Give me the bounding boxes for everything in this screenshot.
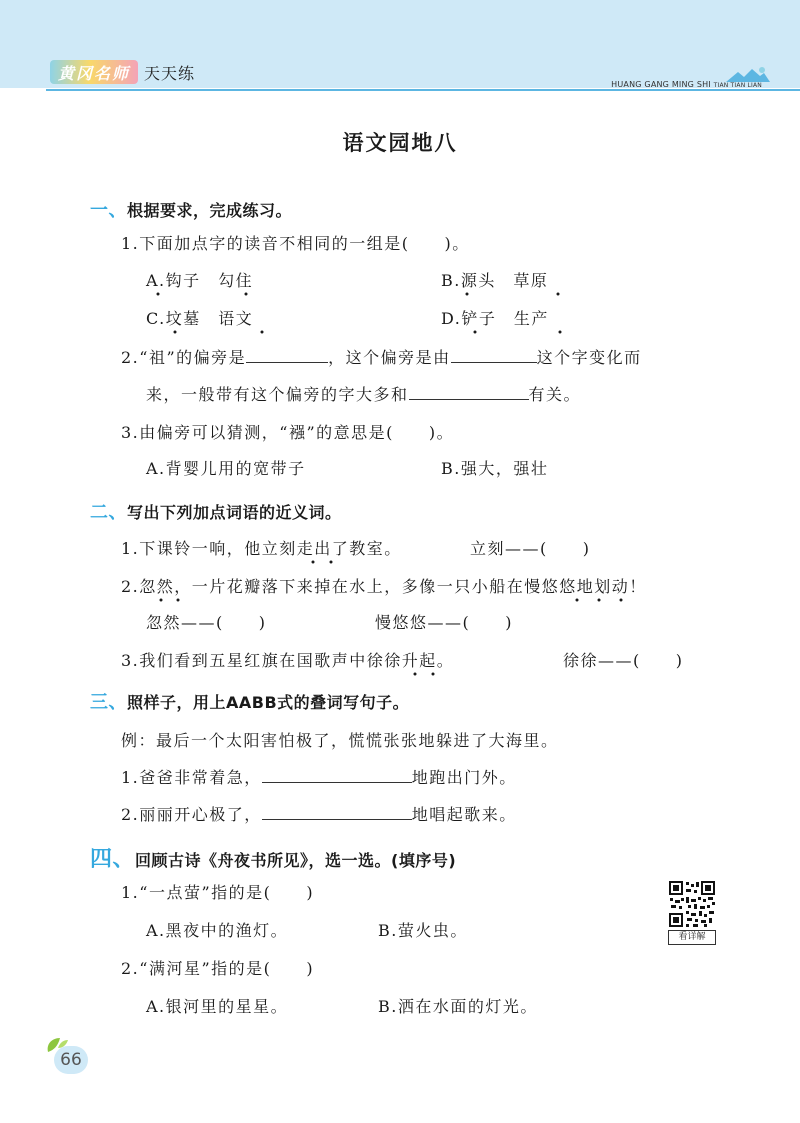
s1-q2-text-3: 这个字变化而 bbox=[536, 348, 642, 367]
tagline-main: HUANG GANG MING SHI bbox=[611, 80, 711, 89]
s3-q2-after: 地唱起歌来。 bbox=[411, 805, 517, 824]
s3-q1-after: 地跑出门外。 bbox=[411, 768, 517, 787]
page-number: 66 bbox=[54, 1046, 88, 1074]
s1-q1-option-d: D.铲子 生产 bbox=[441, 309, 549, 328]
emphasis-dot bbox=[174, 331, 177, 334]
s2-q1-answer[interactable]: 立刻——( ) bbox=[470, 539, 591, 558]
s1-q2-text-2: ，这个偏旁是由 bbox=[328, 348, 451, 367]
section-title: 写出下列加点词语的近义词。 bbox=[127, 503, 342, 522]
s4-q2-stem: 2.“满河星”指的是( ) bbox=[121, 959, 315, 978]
section-number: 一、 bbox=[90, 200, 127, 221]
s4-q1-option-a: A.黑夜中的渔灯。 bbox=[146, 921, 289, 940]
s3-q2 bbox=[121, 802, 517, 825]
answer-blank[interactable] bbox=[262, 803, 412, 820]
qr-code-icon[interactable] bbox=[668, 880, 716, 928]
emphasis-dot bbox=[414, 673, 417, 676]
emphasis-dot bbox=[598, 599, 601, 602]
s4-q2-option-a: A.银河里的星星。 bbox=[146, 997, 289, 1016]
section-title: 回顾古诗《舟夜书所见》，选一选。(填序号) bbox=[135, 851, 457, 870]
s3-example: 例：最后一个太阳害怕极了，慌慌张张地躲进了大海里。 bbox=[121, 731, 559, 750]
s2-q1-text: 1.下课铃一响，他立刻走出了教室。 bbox=[121, 539, 402, 558]
s3-q1 bbox=[121, 765, 517, 788]
brand-logo: 黄冈名师 bbox=[50, 60, 138, 84]
series-name: 天天练 bbox=[144, 63, 196, 83]
s1-q1-option-a: A.钩子 勾住 bbox=[146, 271, 254, 290]
emphasis-dot bbox=[312, 561, 315, 564]
s2-q3-answer[interactable]: 徐徐——( ) bbox=[563, 651, 684, 670]
emphasis-dot bbox=[245, 293, 248, 296]
emphasis-dot bbox=[559, 331, 562, 334]
s4-q2-option-b: B.洒在水面的灯光。 bbox=[378, 997, 538, 1016]
emphasis-dot bbox=[177, 599, 180, 602]
s1-q3-option-b: B.强大，强壮 bbox=[441, 459, 549, 478]
s1-q1-option-c: C.坟墓 语文 bbox=[146, 309, 254, 328]
section-number: 四、 bbox=[90, 847, 136, 872]
s1-q2-text-5: 有关。 bbox=[528, 385, 582, 404]
s3-q1-before: 1.爸爸非常着急， bbox=[121, 768, 262, 787]
qr-caption: 看详解 bbox=[668, 930, 716, 945]
s2-q3-text: 3.我们看到五星红旗在国歌声中徐徐升起。 bbox=[121, 651, 455, 670]
s3-q2-before: 2.丽丽开心极了， bbox=[121, 805, 262, 824]
emphasis-dot bbox=[474, 331, 477, 334]
emphasis-dot bbox=[466, 293, 469, 296]
s4-q1-stem: 1.“一点萤”指的是( ) bbox=[121, 883, 315, 902]
emphasis-dot bbox=[160, 599, 163, 602]
page-title: 语文园地八 bbox=[342, 131, 458, 155]
section-number: 三、 bbox=[90, 692, 127, 713]
emphasis-dot bbox=[576, 599, 579, 602]
s2-q2-text: 2.忽然，一片花瓣落下来掉在水上，多像一只小船在慢悠悠地划动！ bbox=[121, 577, 647, 596]
s4-q1-option-b: B.萤火虫。 bbox=[378, 921, 468, 940]
s1-q2-text-4: 来，一般带有这个偏旁的字大多和 bbox=[146, 385, 409, 404]
emphasis-dot bbox=[157, 293, 160, 296]
s1-q2-text-1: 2.“祖”的偏旁是 bbox=[121, 348, 247, 367]
emphasis-dot bbox=[330, 561, 333, 564]
s1-q3-stem: 3.由偏旁可以猜测，“襁”的意思是( )。 bbox=[121, 423, 455, 442]
answer-blank[interactable] bbox=[262, 766, 412, 783]
section-4-heading bbox=[90, 842, 456, 873]
s1-q3-option-a: A.背婴儿用的宽带子 bbox=[146, 459, 306, 478]
emphasis-dot bbox=[620, 599, 623, 602]
s1-q1-option-b: B.源头 草原 bbox=[441, 271, 549, 290]
emphasis-dot bbox=[261, 331, 264, 334]
tagline-small: TIAN TIAN LIAN bbox=[713, 82, 762, 89]
s1-q1-stem: 1.下面加点字的读音不相同的一组是( )。 bbox=[121, 234, 470, 253]
emphasis-dot bbox=[432, 673, 435, 676]
s2-q2-answer-2[interactable]: 慢悠悠——( ) bbox=[375, 613, 513, 632]
section-title: 根据要求，完成练习。 bbox=[127, 201, 293, 220]
section-3-heading bbox=[90, 688, 409, 714]
emphasis-dot bbox=[557, 293, 560, 296]
s2-q2-answer-1[interactable]: 忽然——( ) bbox=[146, 613, 267, 632]
section-title: 照样子，用上AABB式的叠词写句子。 bbox=[127, 693, 410, 712]
section-number: 二、 bbox=[90, 502, 127, 523]
